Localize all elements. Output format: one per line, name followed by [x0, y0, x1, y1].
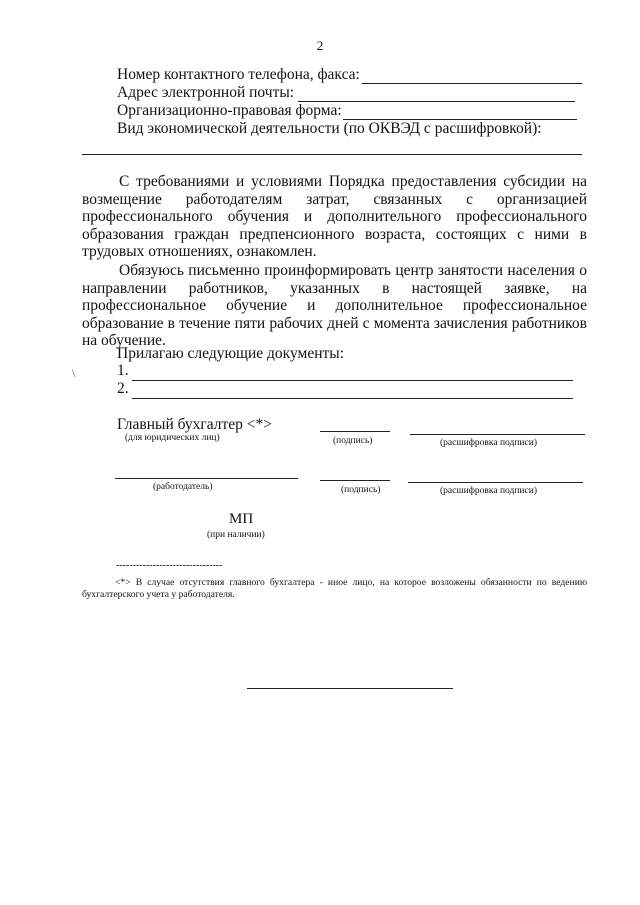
acknowledgement-paragraph: С требованиями и условиями Порядка предоставления субсидии на возмещение работодателям затрат, связанных с организацией профессионального обучения и дополнительного профессионального образования граждан предпенсионного возраста, состоящих с ними в трудовых отношениях, ознакомлен. — [82, 173, 587, 261]
bottom-divider — [247, 688, 453, 689]
attachment-item-1-line — [132, 380, 573, 381]
employer-caption: (работодатель) — [153, 482, 213, 492]
phone-field-line — [362, 83, 582, 84]
phone-label: Номер контактного телефона, факса: — [117, 66, 360, 83]
margin-mark: \ — [72, 366, 76, 380]
chief-signature-line — [320, 431, 390, 432]
employer-decoding-caption: (расшифровка подписи) — [440, 486, 537, 496]
stamp-label: МП — [229, 511, 254, 527]
chief-signature-caption: (подпись) — [333, 436, 373, 446]
page-number: 2 — [316, 38, 324, 53]
employer-signature-line — [320, 480, 390, 481]
stamp-note: (при наличии) — [207, 530, 265, 540]
legal-form-label: Организационно-правовая форма: — [117, 102, 342, 119]
email-label: Адрес электронной почты: — [117, 84, 295, 101]
chief-accountant-label: Главный бухгалтер <*> — [117, 416, 273, 433]
obligation-paragraph: Обязуюсь письменно проинформировать центр занятости населения о направлении работников, указанных в настоящей заявке, на профессиональное обучение и дополнительное профессиональное образование в течение пяти рабочих дней с момента зачисления работников на обучение. — [82, 262, 587, 350]
attachment-item-1-number: 1. — [117, 362, 129, 379]
chief-decoding-line — [410, 434, 585, 435]
employer-signature-caption: (подпись) — [341, 485, 381, 495]
footnote-separator: -------------------------------- — [116, 560, 223, 571]
activity-field-line — [82, 154, 582, 155]
employer-decoding-line — [408, 482, 583, 483]
attachment-item-2-line — [132, 398, 573, 399]
employer-line — [115, 478, 298, 479]
for-legal-entities-caption: (для юридических лиц) — [125, 433, 220, 443]
attachments-label: Прилагаю следующие документы: — [117, 345, 345, 362]
activity-label: Вид экономической деятельности (по ОКВЭД с расшифровкой): — [117, 120, 542, 137]
attachment-item-2-number: 2. — [117, 380, 129, 397]
footnote-text: <*> В случае отсутствия главного бухгалтера - иное лицо, на которое возложены обязанности по ведению бухгалтерского учета у работодателя. — [82, 577, 587, 600]
chief-decoding-caption: (расшифровка подписи) — [440, 438, 537, 448]
